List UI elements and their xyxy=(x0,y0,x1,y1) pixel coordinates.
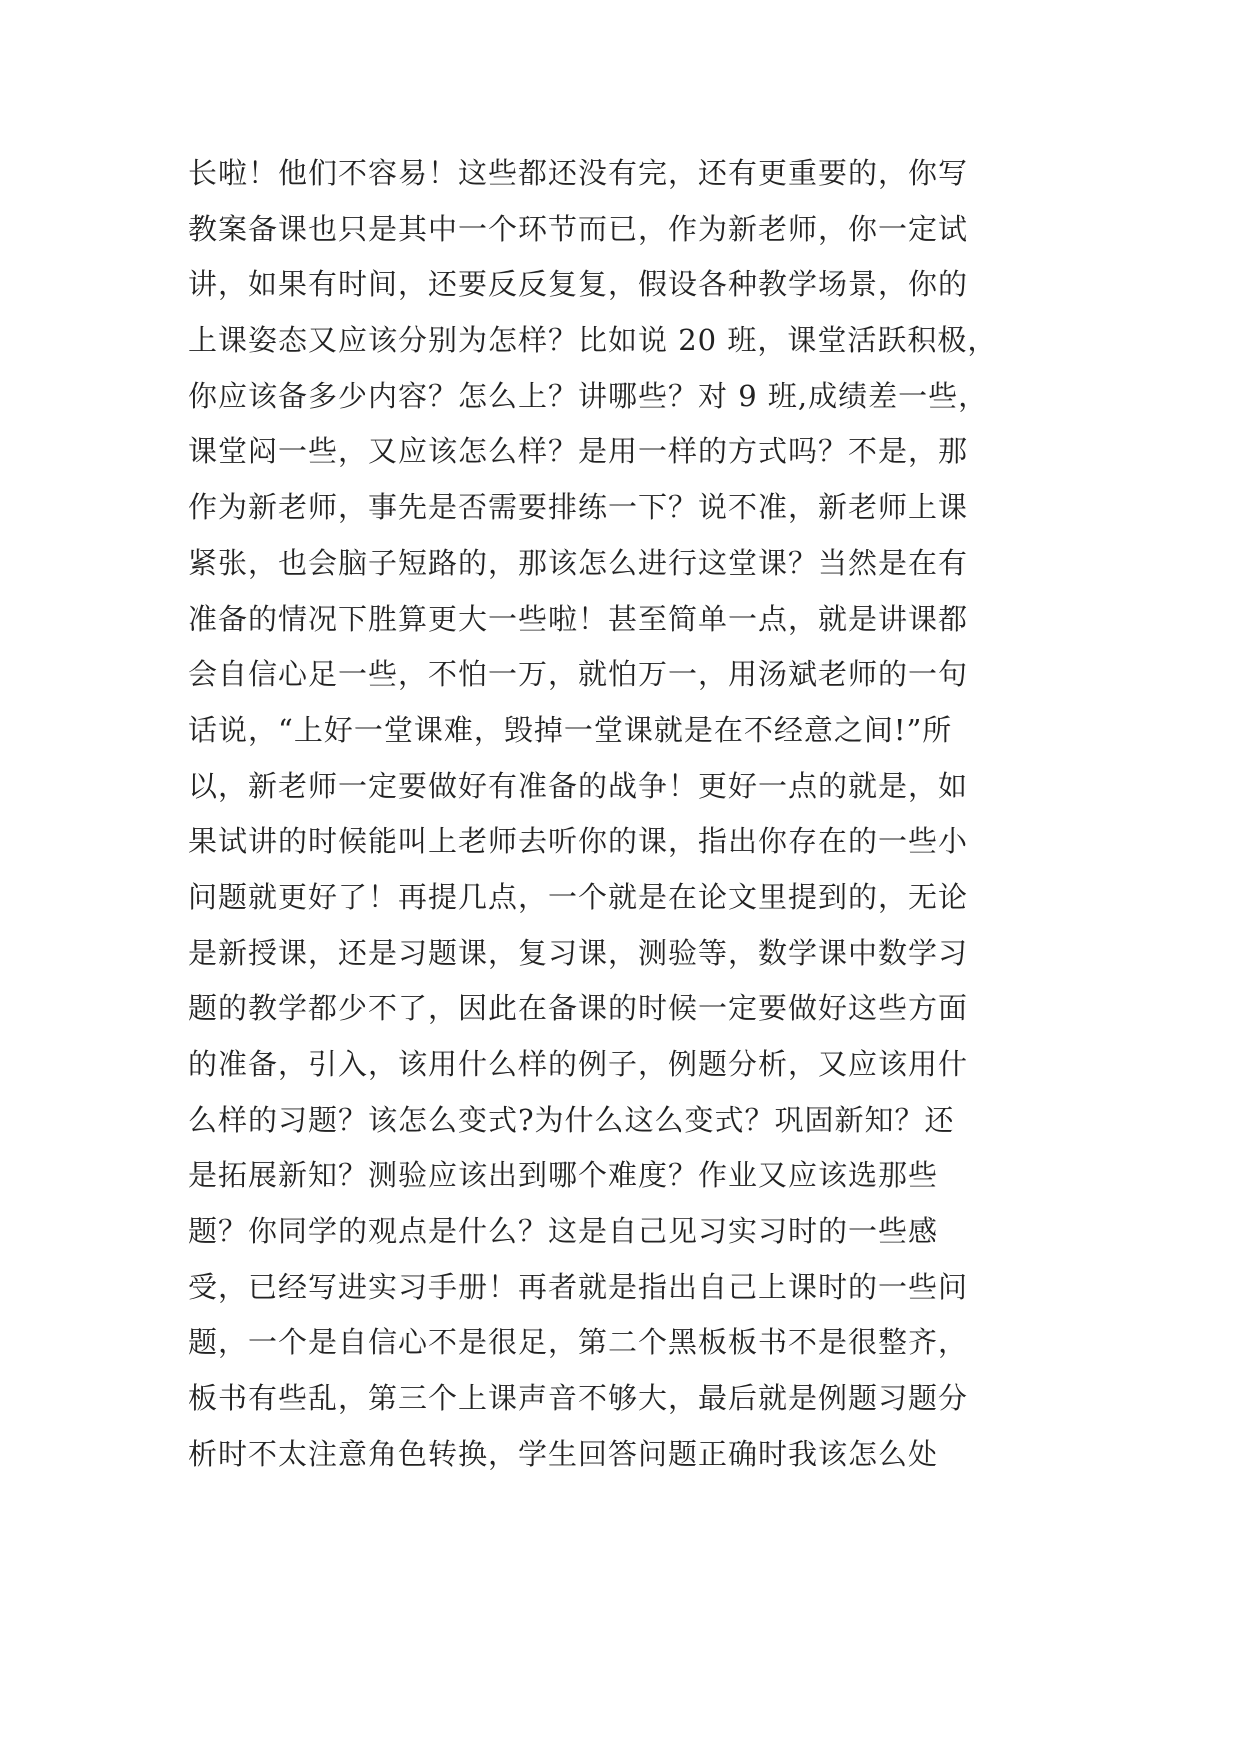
text-line: 题，一个是自信心不是很足，第二个黑板板书不是很整齐， xyxy=(188,1325,969,1360)
text-line: 话说，“上好一堂课难，毁掉一堂课就是在不经意之间!”所 xyxy=(188,712,953,747)
text-line: 准备的情况下胜算更大一些啦！甚至简单一点，就是讲课都 xyxy=(188,601,969,636)
text-line: 析时不太注意角色转换，学生回答问题正确时我该怎么处 xyxy=(188,1436,939,1471)
text-line: 的准备，引入，该用什么样的例子，例题分析，又应该用什 xyxy=(188,1047,969,1081)
text-line: 么样的习题？该怎么变式?为什么这么变式？巩固新知？还 xyxy=(188,1102,955,1137)
text-line: 讲，如果有时间，还要反反复复，假设各种教学场景，你的 xyxy=(188,267,969,302)
text-line: 题的教学都少不了，因此在备课的时候一定要做好这些方面 xyxy=(188,991,969,1026)
text-line: 长啦！他们不容易！这些都还没有完，还有更重要的，你写 xyxy=(188,156,969,190)
text-line: 作为新老师，事先是否需要排练一下？说不准，新老师上课 xyxy=(188,490,969,525)
text-line: 问题就更好了！再提几点，一个就是在论文里提到的，无论 xyxy=(188,879,969,914)
text-line: 课堂闷一些，又应该怎么样？是用一样的方式吗？不是，那 xyxy=(188,434,969,469)
text-line: 受，已经写进实习手册！再者就是指出自己上课时的一些问 xyxy=(188,1269,969,1304)
text-line: 你应该备多少内容？怎么上？讲哪些？对 9 班,成绩差一些， xyxy=(188,378,989,413)
text-line: 会自信心足一些，不怕一万，就怕万一，用汤斌老师的一句 xyxy=(188,657,969,692)
text-line: 以，新老师一定要做好有准备的战争！更好一点的就是，如 xyxy=(188,768,969,803)
text-line: 板书有些乱，第三个上课声音不够大，最后就是例题习题分 xyxy=(188,1381,969,1416)
text-line: 上课姿态又应该分别为怎样？比如说 20 班，课堂活跃积极， xyxy=(188,323,998,358)
body-text xyxy=(188,146,1068,1483)
text-line: 教案备课也只是其中一个环节而已，作为新老师，你一定试 xyxy=(188,211,969,246)
text-line: 紧张，也会脑子短路的，那该怎么进行这堂课？当然是在有 xyxy=(188,545,969,580)
text-line: 是拓展新知？测验应该出到哪个难度？作业又应该选那些 xyxy=(188,1158,939,1193)
text-line: 是新授课，还是习题课，复习课，测验等，数学课中数学习 xyxy=(188,935,969,970)
text-line: 题？你同学的观点是什么？这是自己见习实习时的一些感 xyxy=(188,1214,939,1249)
text-line: 果试讲的时候能叫上老师去听你的课，指出你存在的一些小 xyxy=(188,824,969,859)
